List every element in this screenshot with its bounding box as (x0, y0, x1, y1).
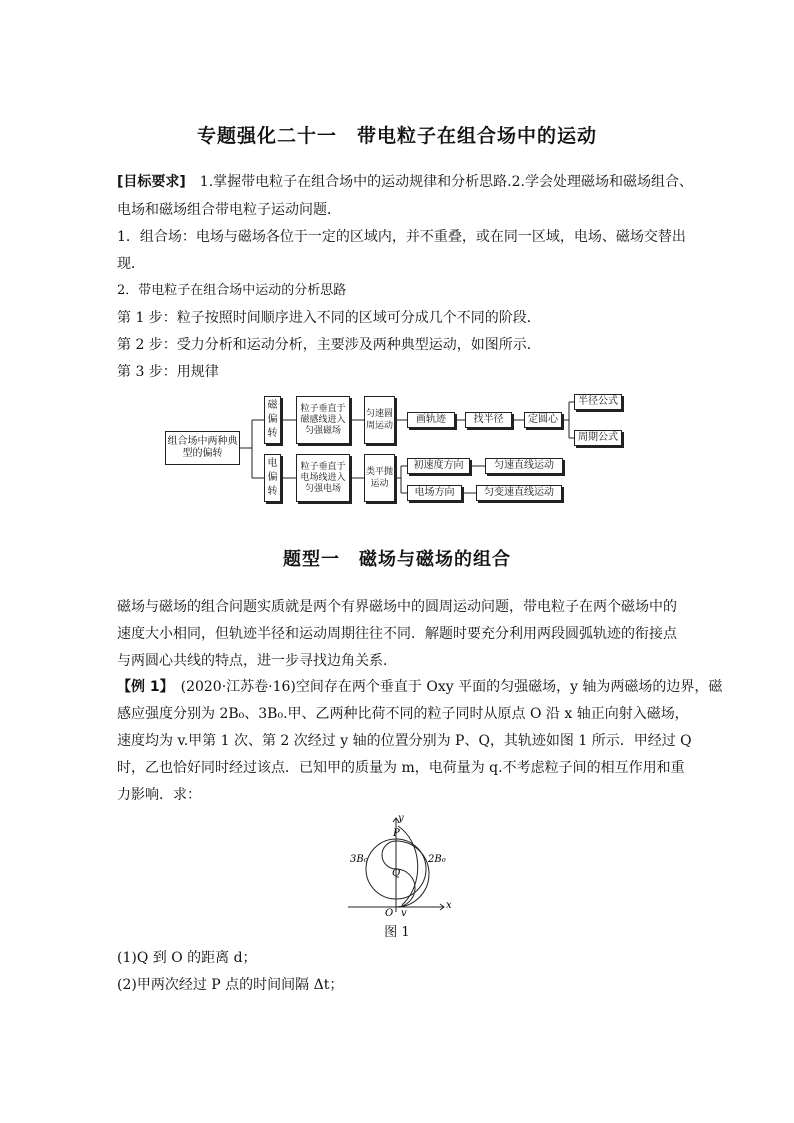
flow-root-box: 组合场中两种典型的偏转 (165, 431, 240, 465)
flow-accelerated-linear: 匀变速直线运动 (476, 485, 562, 501)
flowchart-connectors (0, 0, 794, 520)
goal-text-1: 1.掌握带电粒子在组合场中的运动规律和分析思路.2.学会处理磁场和磁场组合、 (185, 174, 693, 190)
figure-caption: 图 1 (384, 925, 410, 940)
concept-line-1: 1．组合场：电场与磁场各位于一定的区域内，并不重叠，或在同一区域，电场、磁场交替出 (117, 229, 686, 245)
section-paragraph-3: 与两圆心共线的特点，进一步寻找边角关系． (117, 653, 397, 669)
flow-magnetic-box: 磁偏转 (264, 396, 281, 444)
goal-line-2: 电场和磁场组合带电粒子运动问题． (117, 202, 341, 218)
figure-1 (340, 812, 460, 917)
step-2: 第 2 步：受力分析和运动分析，主要涉及两种典型运动，如图所示． (117, 337, 541, 353)
flow-period-formula: 周期公式 (574, 430, 622, 446)
flow-field-direction: 电场方向 (407, 485, 462, 501)
flow-uniform-linear: 匀速直线运动 (485, 458, 563, 474)
section-paragraph-1: 磁场与磁场的组合问题实质就是两个有界磁场中的圆周运动问题，带电粒子在两个磁场中的 (117, 599, 677, 615)
concept-line-2: 现． (117, 256, 145, 272)
section-paragraph-2: 速度大小相同，但轨迹半径和运动周期往往不同．解题时要充分利用两段圆弧轨迹的衔接点 (117, 626, 677, 642)
trajectory-diagram (340, 812, 460, 917)
example-tag: 【例 1】 (117, 679, 167, 695)
analysis-heading: 2．带电粒子在组合场中运动的分析思路 (117, 283, 347, 298)
example-line-3: 速度均为 v.甲第 1 次、第 2 次经过 y 轴的位置分别为 P、Q，其轨迹如图 1 所示．甲经过 Q (117, 733, 692, 749)
label-o: O (385, 908, 394, 917)
label-q: Q (392, 868, 401, 879)
flow-radius-formula: 半径公式 (574, 394, 622, 410)
question-2: (2)甲两次经过 P 点的时间间隔 Δt； (117, 977, 344, 993)
step-1: 第 1 步：粒子按照时间顺序进入不同的区域可分成几个不同的阶段． (117, 310, 541, 326)
example-line-1 (117, 677, 723, 697)
flow-circular-motion: 匀速圆周运动 (364, 396, 395, 444)
label-right-field: 2B₀ (428, 854, 446, 865)
flow-find-radius: 找半径 (465, 412, 512, 428)
flow-find-center: 定圆心 (524, 412, 562, 428)
example-line-4: 时，乙也恰好同时经过该点．已知甲的质量为 m，电荷量为 q.不考虑粒子间的相互作用和重 (117, 760, 685, 776)
label-left-field: 3B₀ (350, 854, 368, 865)
left-connect-arc (382, 841, 396, 869)
flow-electric-condition: 粒子垂直于电场线进入匀强电场 (296, 454, 350, 502)
flow-projectile-motion: 类平抛运动 (364, 454, 395, 502)
flow-electric-box: 电偏转 (264, 454, 281, 502)
label-y: y (398, 813, 404, 824)
step-3: 第 3 步：用规律 (117, 364, 219, 380)
goal-tag: [目标要求] (117, 174, 186, 190)
section-heading: 题型一 磁场与磁场的组合 (283, 549, 511, 570)
flow-initial-velocity: 初速度方向 (407, 458, 470, 474)
flow-magnetic-condition: 粒子垂直于磁感线进入匀强磁场 (296, 396, 350, 444)
label-x: x (446, 900, 452, 911)
analysis-flowchart (0, 0, 794, 520)
example-line-5: 力影响．求： (117, 787, 201, 803)
page-title: 专题强化二十一 带电粒子在组合场中的运动 (196, 125, 597, 147)
label-v: v (401, 908, 407, 917)
example-text-1: (2020·江苏卷·16)空间存在两个垂直于 Oxy 平面的匀强磁场，y 轴为两磁场的边界，磁 (166, 679, 723, 695)
flow-draw-trajectory: 画轨迹 (407, 412, 455, 428)
question-1: (1)Q 到 O 的距离 d； (117, 950, 257, 966)
example-line-2: 感应强度分别为 2B₀、3B₀.甲、乙两种比荷不同的粒子同时从原点 O 沿 x 轴正向射入磁场， (117, 706, 689, 722)
label-p: P (393, 828, 400, 839)
